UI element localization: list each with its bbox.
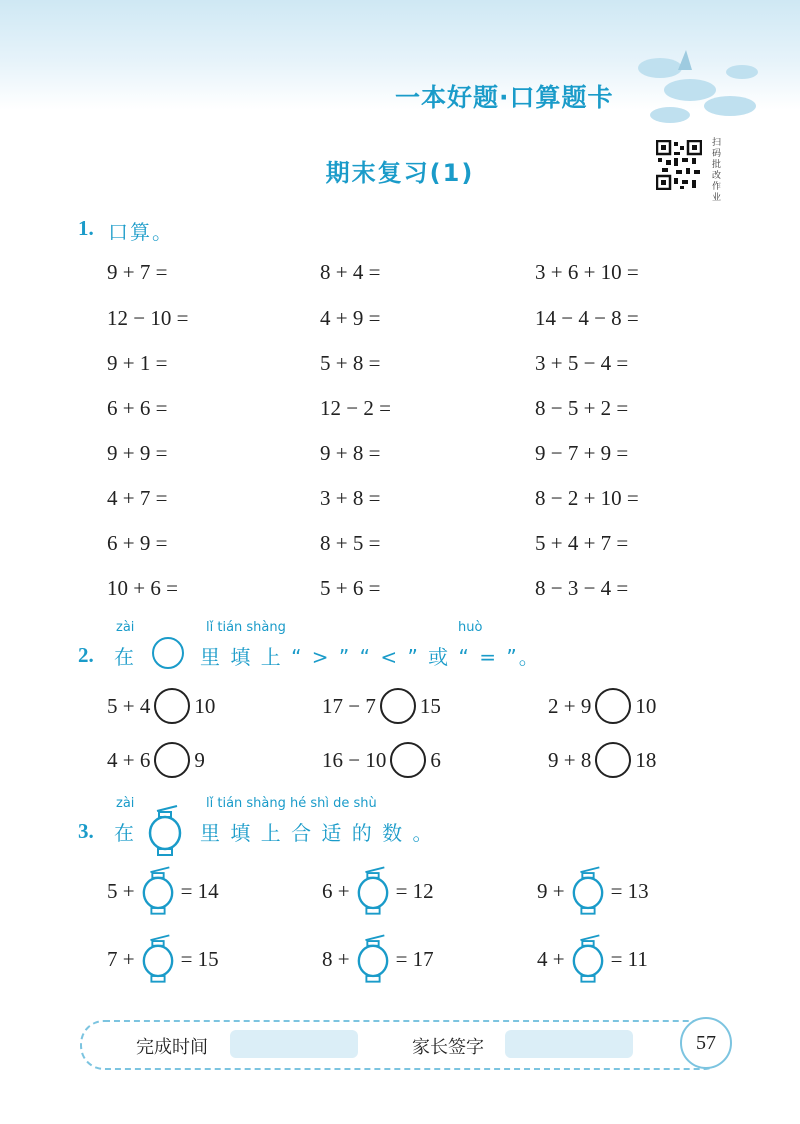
pinyin-li-tian-shang: lǐ tián shàng <box>206 620 286 635</box>
compare-right: 10 <box>194 693 216 718</box>
answer-circle[interactable] <box>380 688 416 724</box>
fill-left: 5 + <box>107 878 135 903</box>
compare-left: 5 + 4 <box>107 693 151 718</box>
section2-title-rest: 里 填 上 “ > ” “ < ” 或 “ = ”。 <box>200 645 541 669</box>
expr: 4 + 9 = <box>320 306 381 330</box>
fill-left: 4 + <box>537 946 565 971</box>
expr: 5 + 6 = <box>320 576 381 600</box>
expr: 12 − 10 = <box>107 306 189 330</box>
compare-right: 10 <box>635 693 657 718</box>
compare-right: 18 <box>635 747 657 772</box>
expr: 6 + 6 = <box>107 396 168 420</box>
expr: 9 − 7 + 9 = <box>535 441 629 465</box>
page-number: 57 <box>680 1017 732 1069</box>
compare-left: 17 − 7 <box>322 693 376 718</box>
pinyin-huo: huò <box>458 620 483 635</box>
section3-zai: 在 <box>114 821 136 845</box>
compare-item <box>322 742 441 778</box>
fill-right: = 11 <box>610 946 648 971</box>
fill-left: 6 + <box>322 878 350 903</box>
expr: 8 + 5 = <box>320 531 381 555</box>
expr: 3 + 8 = <box>320 486 381 510</box>
fill-item <box>537 934 648 984</box>
parent-signature-label: 家长签字 <box>412 1037 484 1058</box>
fill-item <box>322 866 434 916</box>
expr: 5 + 4 + 7 = <box>535 531 629 555</box>
fill-item <box>107 934 219 984</box>
answer-circle[interactable] <box>390 742 426 778</box>
compare-item <box>107 688 215 724</box>
compare-right: 9 <box>194 747 205 772</box>
section1-number: 1. <box>78 216 94 240</box>
expr: 8 − 3 − 4 = <box>535 576 629 600</box>
fill-right: = 13 <box>610 878 649 903</box>
expr: 3 + 5 − 4 = <box>535 351 629 375</box>
fill-right: = 15 <box>180 946 219 971</box>
fill-item <box>322 934 434 984</box>
pinyin-rest: lǐ tián shàng hé shì de shù <box>206 796 377 811</box>
expr: 9 + 8 = <box>320 441 381 465</box>
expr: 4 + 7 = <box>107 486 168 510</box>
compare-left: 4 + 6 <box>107 747 151 772</box>
expr: 6 + 9 = <box>107 531 168 555</box>
lantern-answer-box[interactable] <box>141 934 175 984</box>
expr: 3 + 6 + 10 = <box>535 260 639 284</box>
compare-item <box>548 742 656 778</box>
fill-item <box>107 866 219 916</box>
lantern-answer-box[interactable] <box>571 934 605 984</box>
compare-right: 6 <box>430 747 441 772</box>
fill-right: = 17 <box>395 946 434 971</box>
compare-item <box>322 688 441 724</box>
compare-left: 2 + 9 <box>548 693 592 718</box>
compare-right: 15 <box>419 693 441 718</box>
answer-circle[interactable] <box>154 688 190 724</box>
expr: 5 + 8 = <box>320 351 381 375</box>
expr: 14 − 4 − 8 = <box>535 306 639 330</box>
compare-left: 16 − 10 <box>322 747 387 772</box>
fill-left: 7 + <box>107 946 135 971</box>
section3-number: 3. <box>78 819 94 843</box>
expr: 9 + 1 = <box>107 351 168 375</box>
qr-caption: 扫码批改作业 <box>712 138 722 203</box>
compare-item <box>107 742 205 778</box>
pinyin-zai: zài <box>116 796 135 811</box>
expr: 10 + 6 = <box>107 576 178 600</box>
lantern-answer-box[interactable] <box>356 934 390 984</box>
clouds-icon <box>630 40 770 130</box>
pinyin-zai: zài <box>116 620 135 635</box>
completion-time-field[interactable] <box>230 1030 358 1058</box>
lantern-answer-box[interactable] <box>356 866 390 916</box>
compare-item <box>548 688 656 724</box>
section2-zai: 在 <box>114 645 136 669</box>
compare-left: 9 + 8 <box>548 747 592 772</box>
circle-icon <box>152 637 184 669</box>
expr: 9 + 9 = <box>107 441 168 465</box>
expr: 8 − 5 + 2 = <box>535 396 629 420</box>
section2-number: 2. <box>78 643 94 667</box>
section3-title-rest: 里 填 上 合 适 的 数 。 <box>200 821 435 845</box>
series-title: 一本好题·口算题卡 <box>395 83 614 112</box>
qr-code-icon[interactable] <box>656 140 702 190</box>
fill-left: 8 + <box>322 946 350 971</box>
expr: 12 − 2 = <box>320 396 391 420</box>
expr: 9 + 7 = <box>107 260 168 284</box>
page-title: 期末复习(1) <box>325 159 475 187</box>
fill-right: = 12 <box>395 878 434 903</box>
answer-circle[interactable] <box>595 688 631 724</box>
fill-item <box>537 866 649 916</box>
answer-circle[interactable] <box>595 742 631 778</box>
section1-title: 口算。 <box>108 220 174 244</box>
expr: 8 + 4 = <box>320 260 381 284</box>
lantern-answer-box[interactable] <box>141 866 175 916</box>
completion-time-label: 完成时间 <box>136 1037 208 1058</box>
expr: 8 − 2 + 10 = <box>535 486 639 510</box>
answer-circle[interactable] <box>154 742 190 778</box>
parent-signature-field[interactable] <box>505 1030 633 1058</box>
fill-right: = 14 <box>180 878 219 903</box>
lantern-answer-box[interactable] <box>571 866 605 916</box>
lantern-icon <box>147 805 183 857</box>
fill-left: 9 + <box>537 878 565 903</box>
